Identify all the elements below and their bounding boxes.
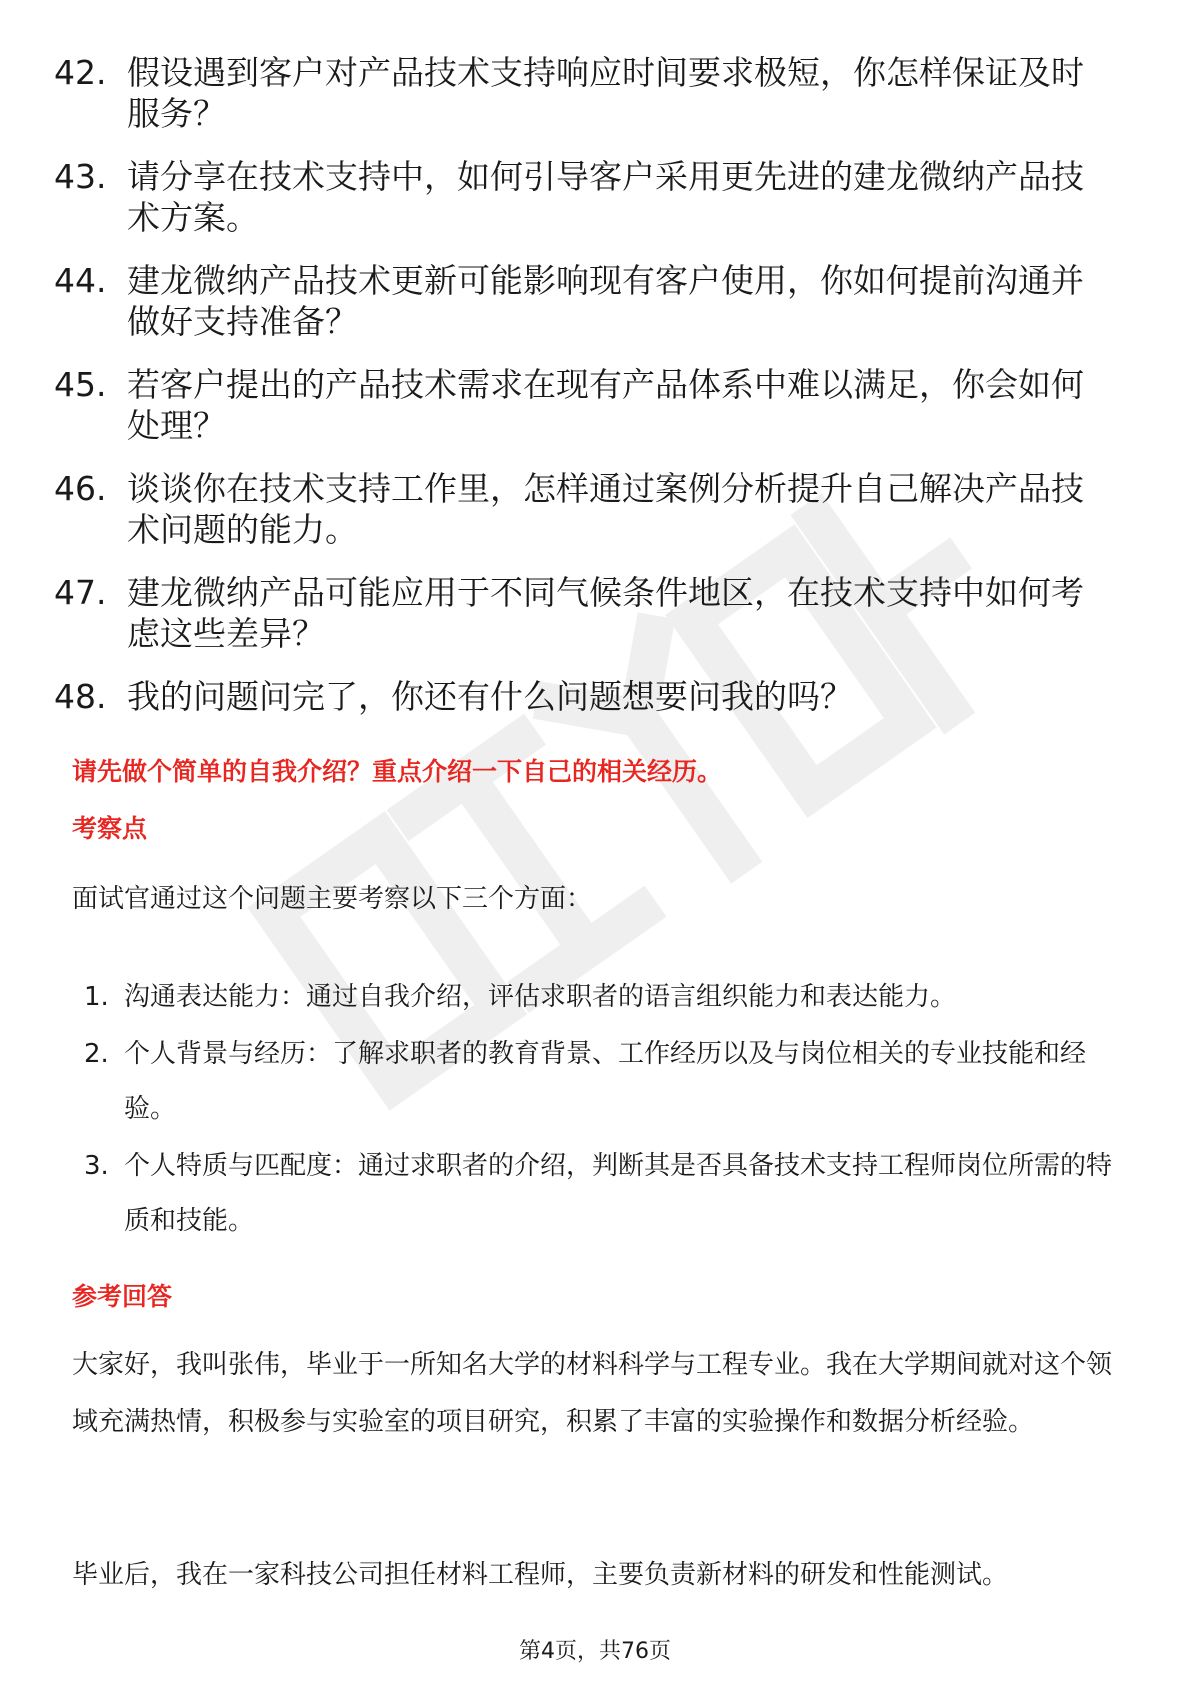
question-item [54,156,1114,238]
answer-paragraph: 毕业后，我在一家科技公司担任材料工程师，主要负责新材料的研发和性能测试。 [72,1560,1009,1590]
question-item [54,468,1114,550]
answer-paragraph: 大家好，我叫张伟，毕业于一所知名大学的材料科学与工程专业。我在大学期间就对这个领域充满热情，积极参与实验室的项目研究，积累了丰富的实验操作和数据分析经验。 [72,1350,1113,1437]
question-item [54,676,1114,717]
question-number: 44. [54,261,107,300]
assessment-points-list [84,970,1114,1251]
assessment-points-heading: 考察点 [72,814,148,843]
list-item [84,1027,1114,1137]
question-text: 建龙微纳产品技术更新可能影响现有客户使用，你如何提前沟通并做好支持准备？ [127,261,1084,341]
question-item [54,364,1114,446]
list-item-number: 3. [84,1151,109,1181]
question-text: 我的问题问完了，你还有什么问题想要问我的吗？ [127,677,853,716]
question-text: 谈谈你在技术支持工作里，怎样通过案例分析提升自己解决产品技术问题的能力。 [127,469,1084,549]
list-item [84,1139,1114,1249]
question-number: 46. [54,469,107,508]
question-list [54,52,1114,739]
list-item-number: 2. [84,1039,109,1069]
reference-answer-heading: 参考回答 [72,1282,173,1311]
question-number: 45. [54,365,107,404]
question-text: 请分享在技术支持中，如何引导客户采用更先进的建龙微纳产品技术方案。 [127,157,1084,237]
question-text: 若客户提出的产品技术需求在现有产品体系中难以满足，你会如何处理？ [127,365,1084,445]
list-item-text: 个人背景与经历：了解求职者的教育背景、工作经历以及与岗位相关的专业技能和经验。 [124,1039,1087,1124]
question-number: 48. [54,677,107,716]
question-number: 42. [54,53,107,92]
question-item [54,572,1114,654]
question-number: 43. [54,157,107,196]
question-number: 47. [54,573,107,612]
featured-question-title: 请先做个简单的自我介绍？重点介绍一下自己的相关经历。 [72,757,723,786]
question-item [54,52,1114,134]
question-text: 建龙微纳产品可能应用于不同气候条件地区，在技术支持中如何考虑这些差异？ [127,573,1084,653]
page-number: 第4页，共76页 [519,1639,671,1664]
question-text: 假设遇到客户对产品技术支持响应时间要求极短，你怎样保证及时服务？ [127,53,1084,133]
list-item-text: 沟通表达能力：通过自我介绍，评估求职者的语言组织能力和表达能力。 [124,982,957,1012]
question-item [54,260,1114,342]
list-item-number: 1. [84,982,109,1012]
list-item [84,970,1114,1025]
assessment-intro: 面试官通过这个问题主要考察以下三个方面： [72,884,593,914]
list-item-text: 个人特质与匹配度：通过求职者的介绍，判断其是否具备技术支持工程师岗位所需的特质和技能。 [124,1151,1113,1236]
